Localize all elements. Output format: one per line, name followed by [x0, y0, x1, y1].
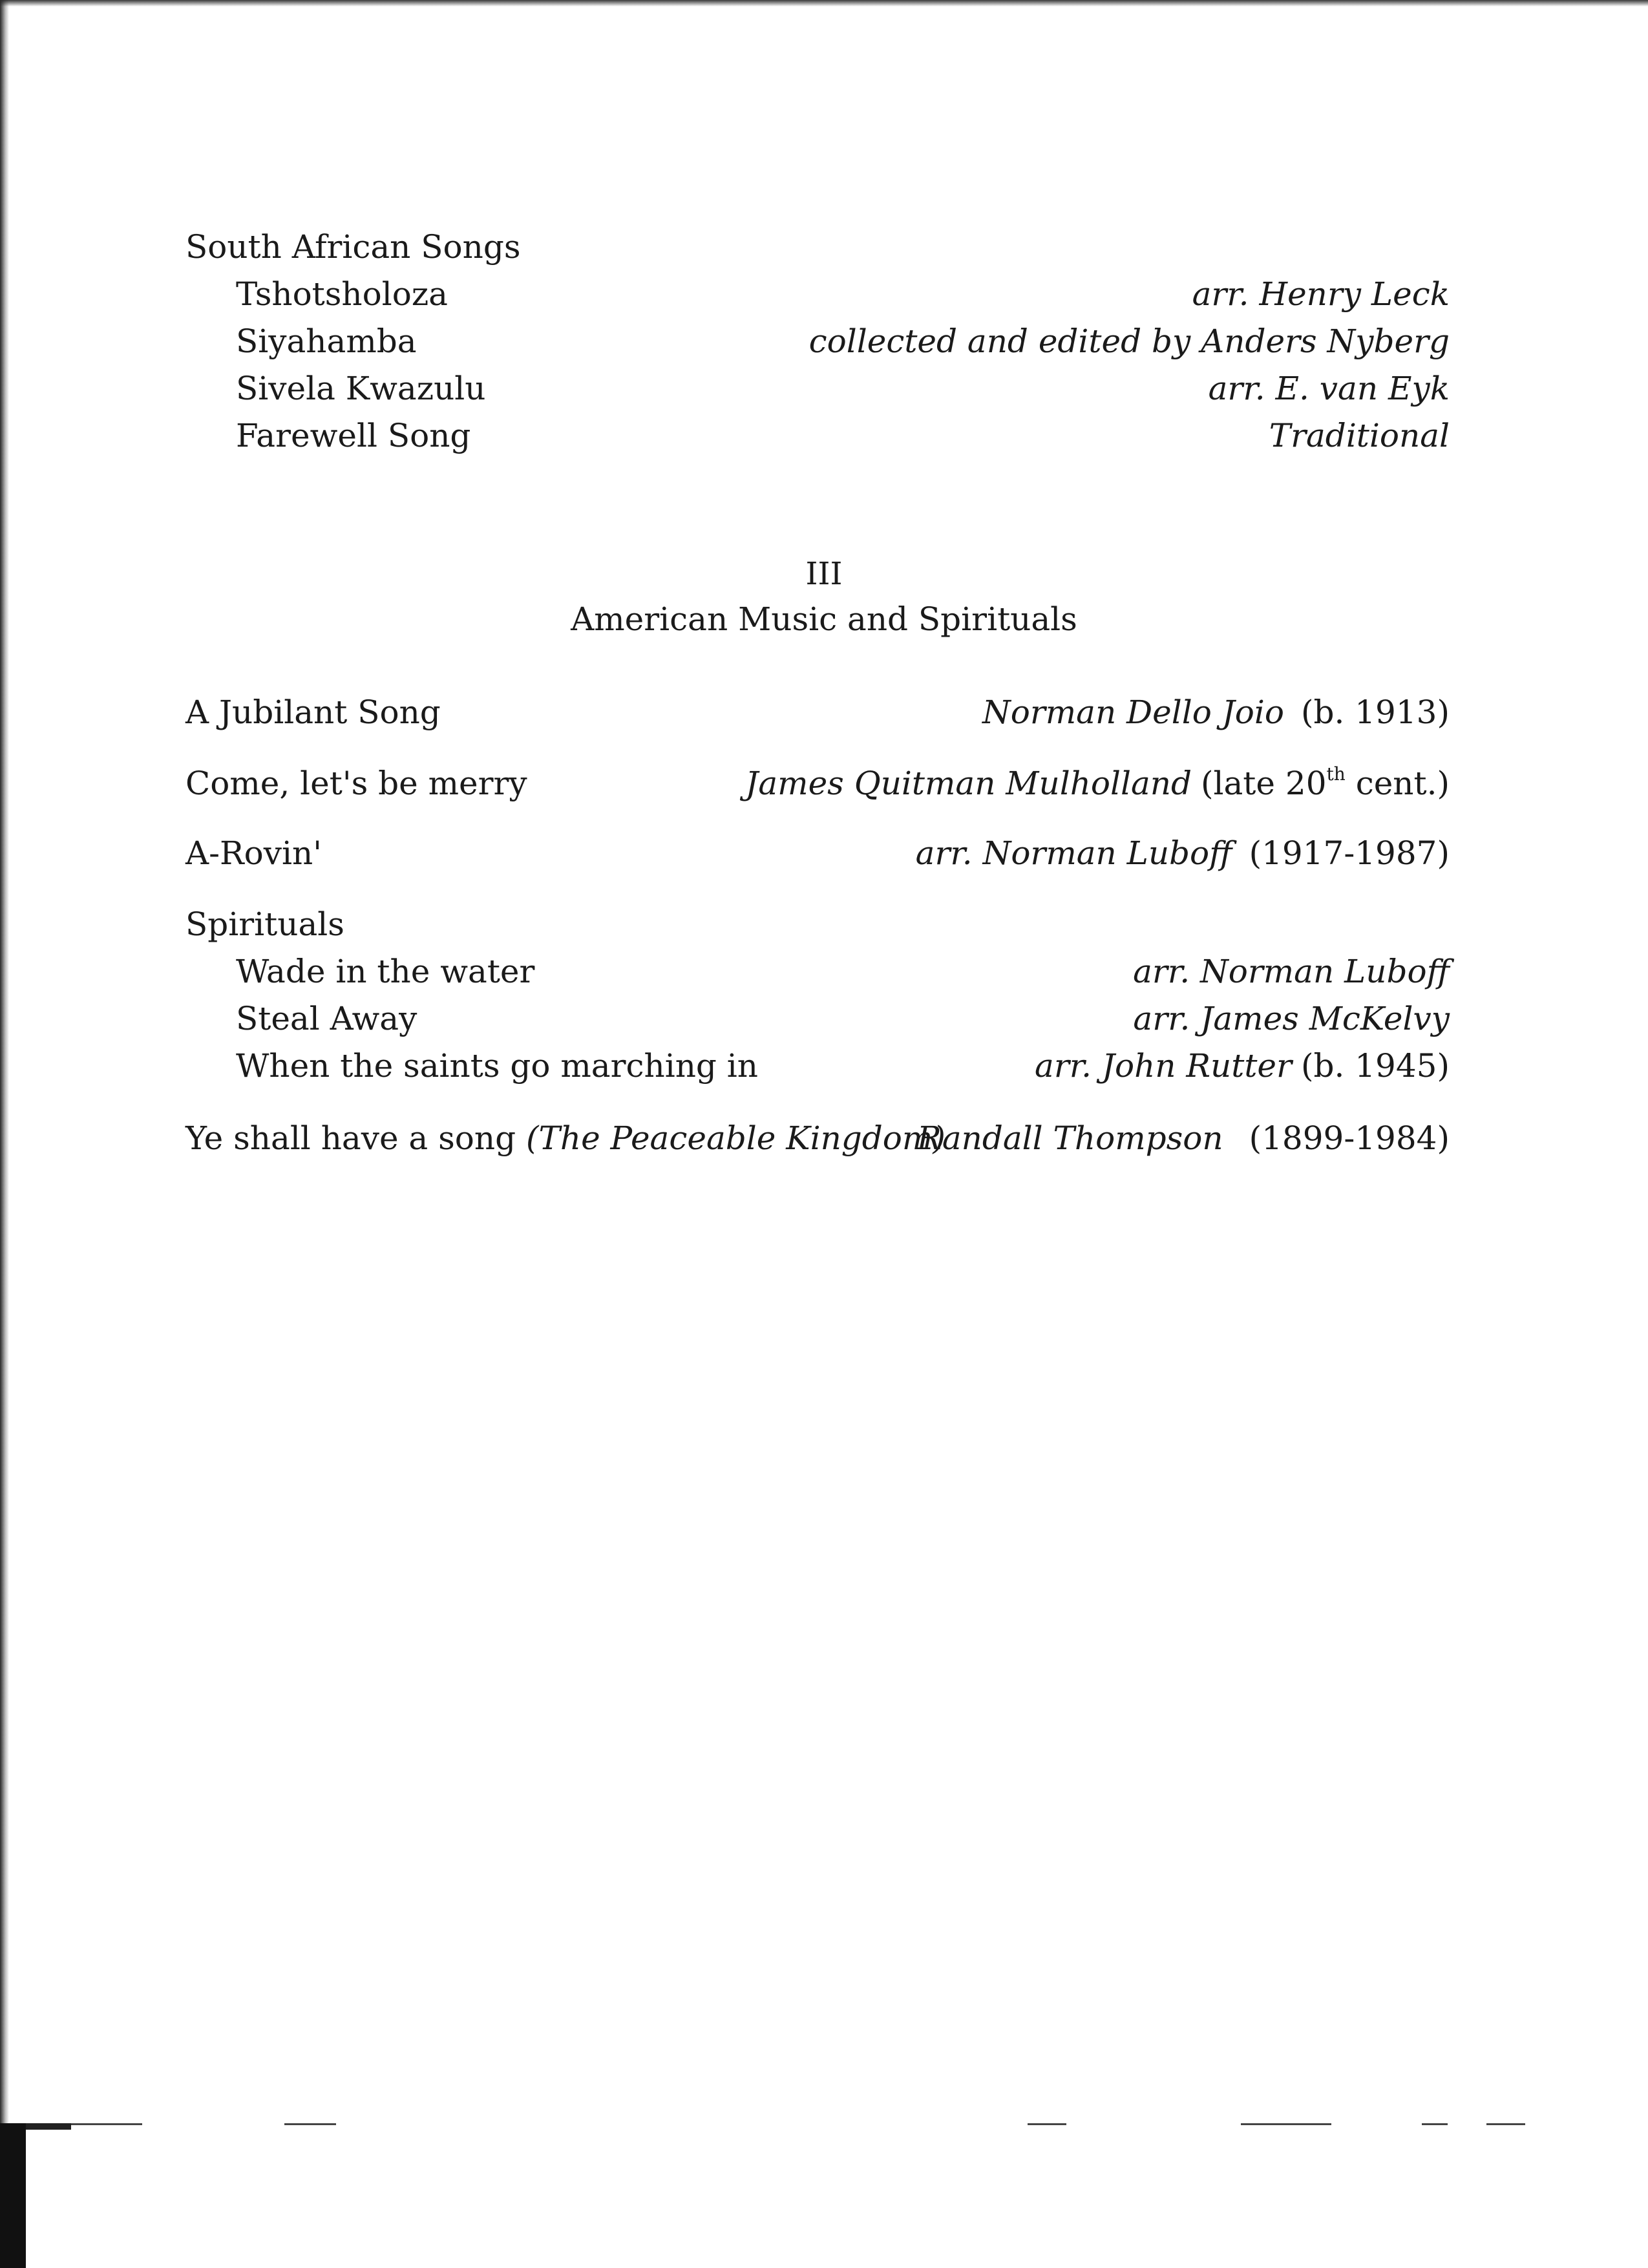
- section-number: III: [805, 556, 843, 592]
- composer-dates-sup: th: [1326, 763, 1346, 785]
- scan-edge-top: [0, 0, 1648, 6]
- song-credit-farewell-song: Traditional: [1269, 417, 1450, 454]
- composer-dates: (b. 1945): [1300, 1047, 1450, 1085]
- composer-dates-pre: (late 20: [1201, 765, 1327, 802]
- footer-rule: [0, 2123, 1648, 2126]
- song-title-wade-in-the-water: Wade in the water: [236, 953, 535, 990]
- piece-credit-jubilant-song: [982, 693, 1450, 732]
- song-credit-sivela-kwazulu: arr. E. van Eyk: [1208, 370, 1450, 407]
- composer-name: Randall Thompson: [917, 1119, 1223, 1157]
- composer-dates-post: cent.): [1345, 765, 1450, 802]
- spirituals-heading: Spirituals: [185, 906, 344, 943]
- song-title-farewell-song: Farewell Song: [236, 417, 471, 454]
- piece-title-ye-shall-have-a-song: [185, 1119, 945, 1158]
- south-african-heading: South African Songs: [185, 228, 521, 266]
- composer-name: James Quitman Mulholland: [745, 765, 1192, 802]
- scan-edge-left: [0, 0, 9, 2268]
- song-title-when-the-saints: When the saints go marching in: [236, 1047, 758, 1085]
- song-title-siyahamba: Siyahamba: [236, 323, 417, 360]
- composer-dates: (1917-1987): [1249, 834, 1450, 872]
- scan-binding-mark: [0, 2123, 26, 2268]
- song-credit-tshotsholoza: arr. Henry Leck: [1192, 275, 1450, 313]
- song-credit-wade-in-the-water: arr. Norman Luboff: [1133, 953, 1450, 990]
- piece-credit-ye-shall-have-a-song: [917, 1119, 1450, 1158]
- song-title-steal-away: Steal Away: [236, 1000, 417, 1037]
- piece-credit-a-rovin: [916, 834, 1450, 873]
- composer-dates: (b. 1913): [1300, 694, 1450, 731]
- song-title-tshotsholoza: Tshotsholoza: [236, 275, 448, 313]
- piece-title-lets-be-merry: Come, let's be merry: [185, 765, 527, 802]
- composer-dates: (1899-1984): [1249, 1119, 1450, 1157]
- song-credit-steal-away: arr. James McKelvy: [1133, 1000, 1450, 1037]
- piece-title: Ye shall have a song: [185, 1119, 516, 1157]
- section-title: American Music and Spirituals: [571, 600, 1077, 638]
- piece-subtitle: (The Peaceable Kingdom): [526, 1119, 945, 1157]
- composer-name: Norman Dello Joio: [982, 694, 1284, 731]
- piece-title-jubilant-song: A Jubilant Song: [185, 694, 441, 731]
- song-credit-siyahamba: collected and edited by Anders Nyberg: [808, 323, 1450, 360]
- composer-name: arr. John Rutter: [1035, 1047, 1292, 1085]
- song-title-sivela-kwazulu: Sivela Kwazulu: [236, 370, 486, 407]
- piece-title-a-rovin: A-Rovin': [185, 834, 322, 872]
- piece-credit-lets-be-merry: [745, 764, 1450, 803]
- song-credit-when-the-saints: [1035, 1046, 1450, 1085]
- composer-name: arr. Norman Luboff: [915, 834, 1232, 872]
